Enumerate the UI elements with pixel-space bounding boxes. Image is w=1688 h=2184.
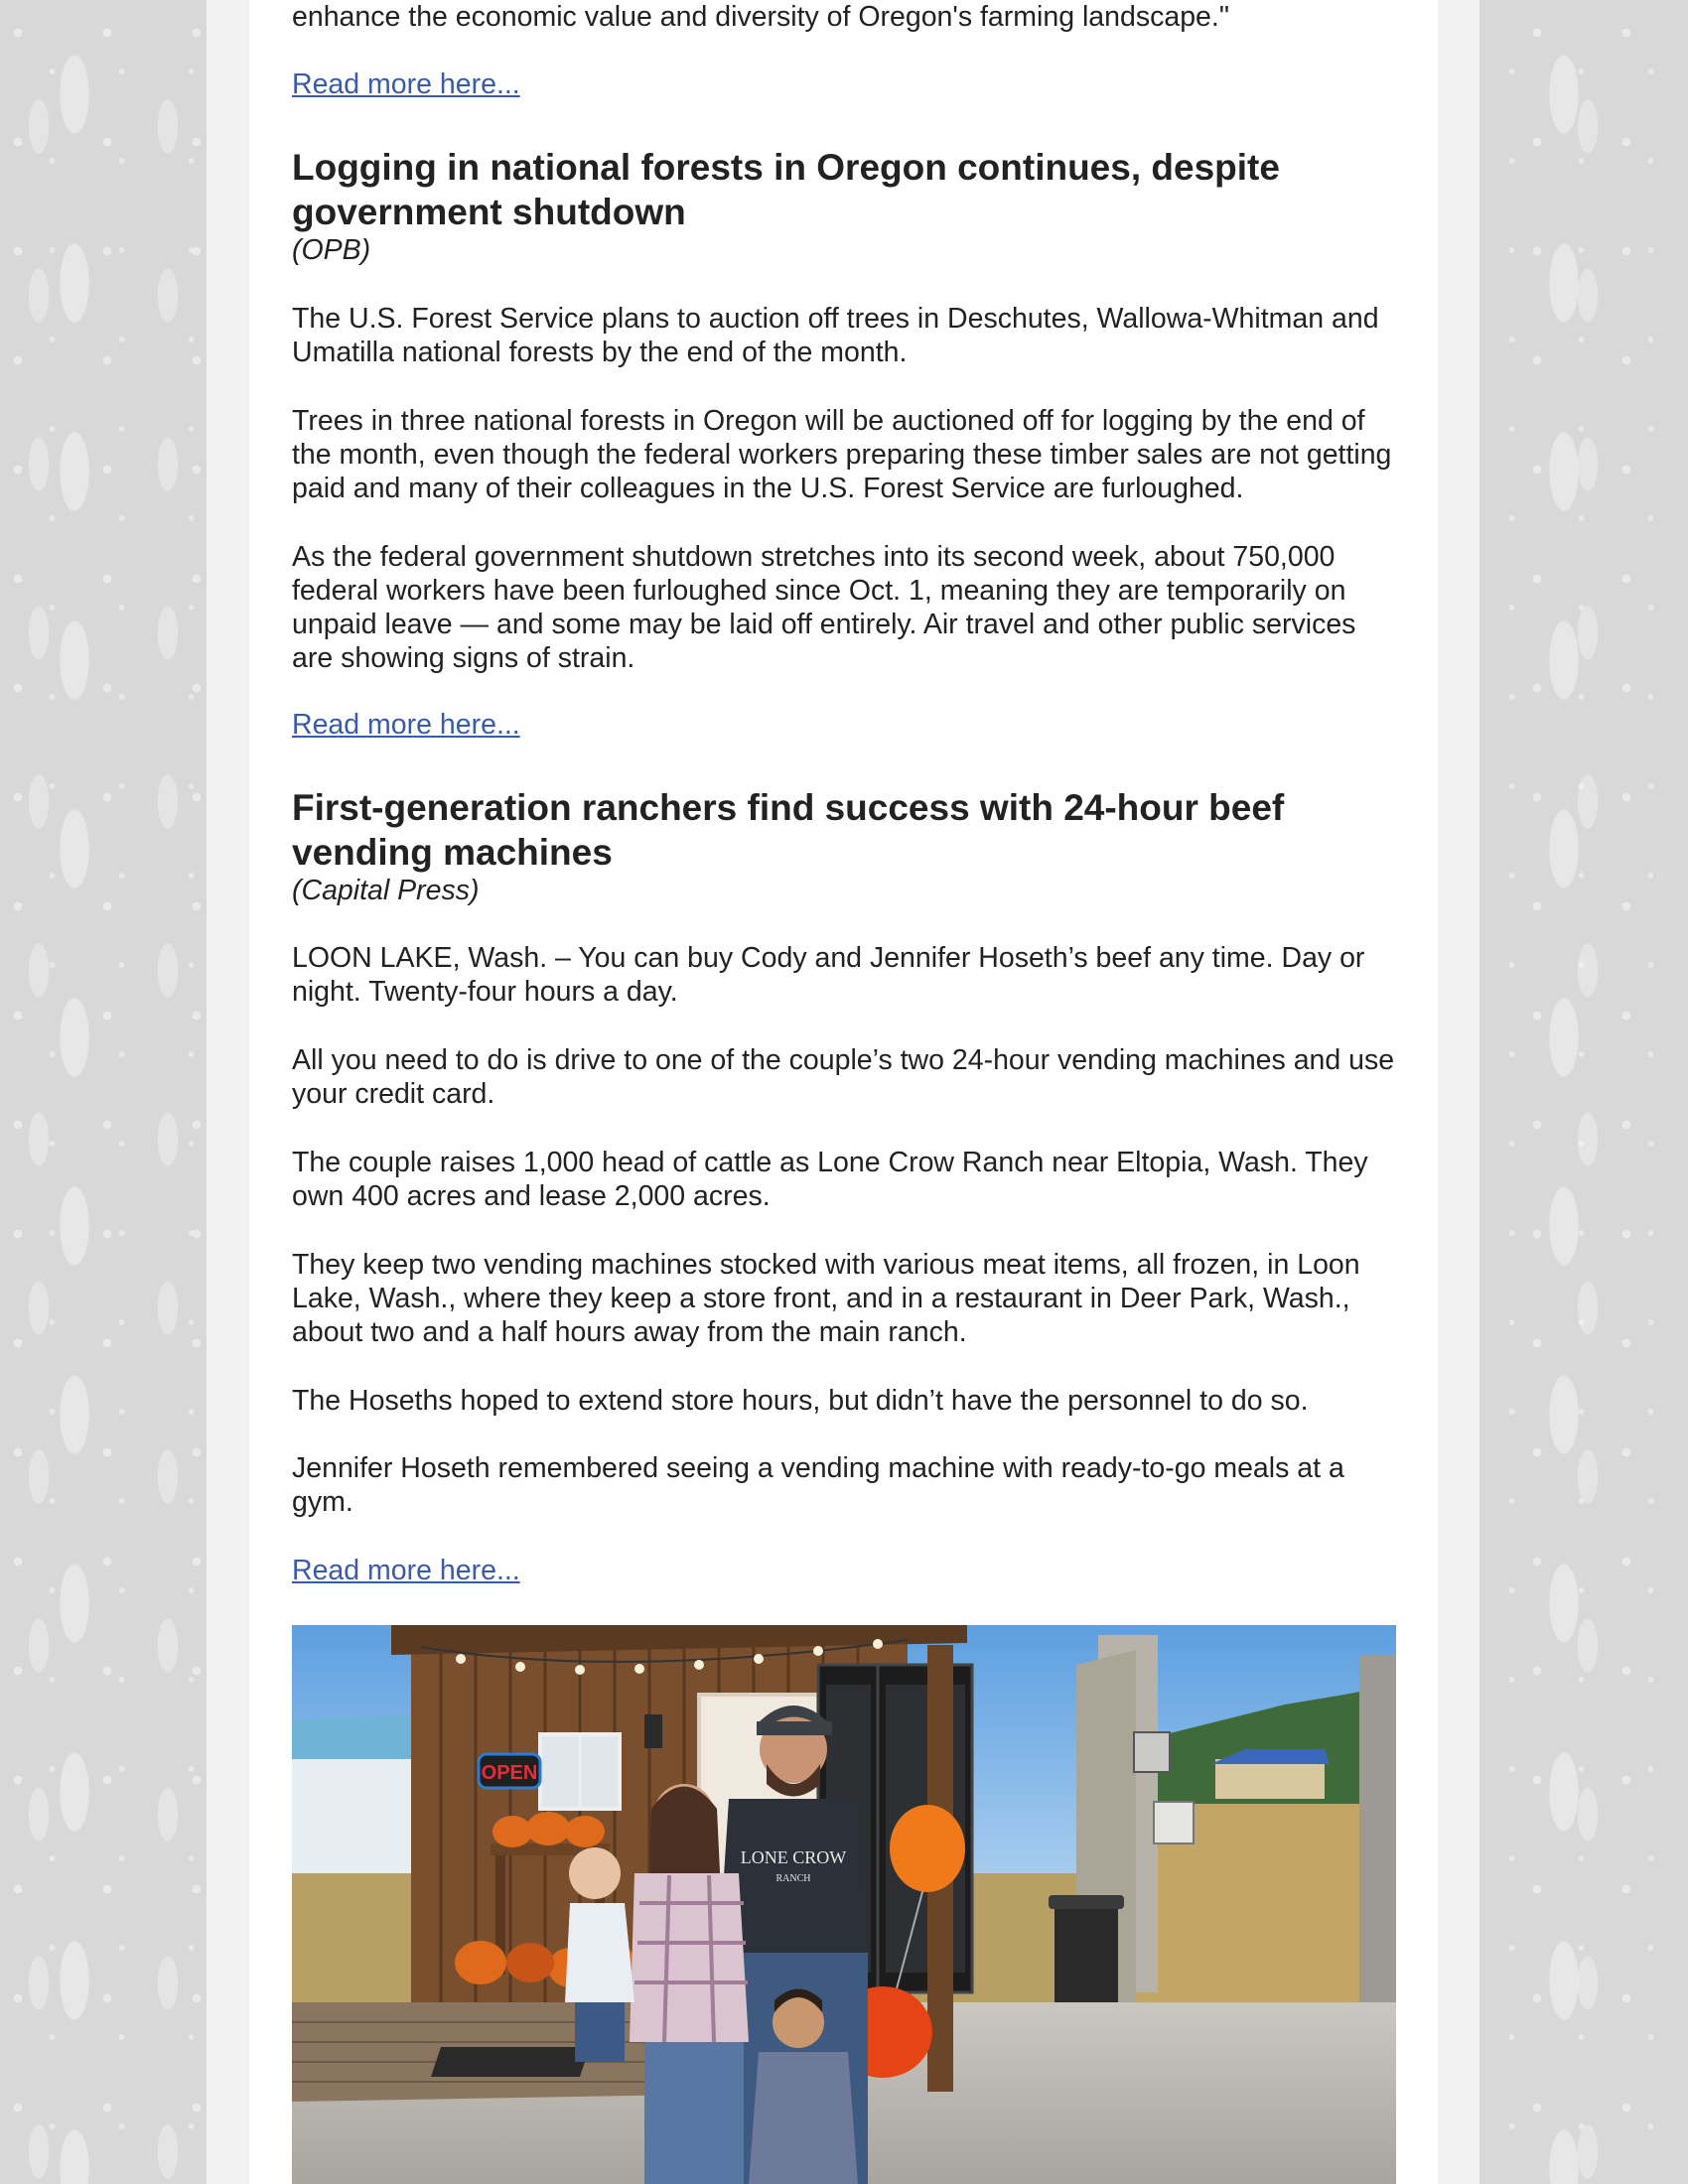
article-1-paragraph-2: Trees in three national forests in Oregon will be auctioned off for logging by the end of the month, even though the federal workers preparing these timber sales are not getting paid and many of their colleagues in the U.S. Forest Service are furloughed. xyxy=(292,405,1392,504)
open-sign-text: OPEN xyxy=(481,1762,538,1784)
article-2-read-more-link[interactable]: Read more here... xyxy=(292,1555,520,1586)
article-2-paragraph-4: They keep two vending machines stocked with various meat items, all frozen, in Loon Lake, Wash., where they keep a store front, and in a restaurant in Deer Park, Wash., about two and a half hours away from the main ranch. xyxy=(292,1249,1360,1348)
article-2-paragraph-6: Jennifer Hoseth remembered seeing a vending machine with ready-to-go meals at a gym. xyxy=(292,1452,1344,1518)
shirt-logo-line-1: LONE CROW xyxy=(740,1847,847,1867)
newsletter-content-card xyxy=(249,0,1438,2184)
article-2-paragraph-1: LOON LAKE, Wash. – You can buy Cody and Jennifer Hoseth’s beef any time. Day or night. Twenty-four hours a day. xyxy=(292,942,1365,1008)
previous-article-tail-text: enhance the economic value and diversity of Oregon's farming landscape." xyxy=(292,1,1229,33)
article-2-headline: First-generation ranchers find success with 24-hour beef vending machines xyxy=(292,787,1285,873)
article-2-source: (Capital Press) xyxy=(292,875,480,906)
article-1-headline: Logging in national forests in Oregon continues, despite government shutdown xyxy=(292,147,1280,232)
article-1-source: (OPB) xyxy=(292,234,371,266)
article-1-paragraph-1: The U.S. Forest Service plans to auction off trees in Deschutes, Wallowa-Whitman and Umatilla national forests by the end of the month. xyxy=(292,303,1379,368)
ranch-family-photo-illustration xyxy=(292,1625,1396,2184)
article-2-paragraph-2: All you need to do is drive to one of the couple’s two 24-hour vending machines and use your credit card. xyxy=(292,1044,1395,1110)
shirt-logo-line-2: RANCH xyxy=(775,1873,811,1884)
article-1-paragraph-3: As the federal government shutdown stretches into its second week, about 750,000 federal workers have been furloughed since Oct. 1, meaning they are temporarily on unpaid leave — and some may be laid off entirely. Air travel and other public services are showing signs of strain. xyxy=(292,541,1356,674)
previous-article-read-more-link[interactable]: Read more here... xyxy=(292,68,520,100)
ranch-family-photo xyxy=(292,1625,1396,2184)
article-2-paragraph-5: The Hoseths hoped to extend store hours, but didn’t have the personnel to do so. xyxy=(292,1385,1309,1417)
article-1-read-more-link[interactable]: Read more here... xyxy=(292,709,520,741)
article-2-paragraph-3: The couple raises 1,000 head of cattle as Lone Crow Ranch near Eltopia, Wash. They own 400 acres and lease 2,000 acres. xyxy=(292,1147,1368,1212)
